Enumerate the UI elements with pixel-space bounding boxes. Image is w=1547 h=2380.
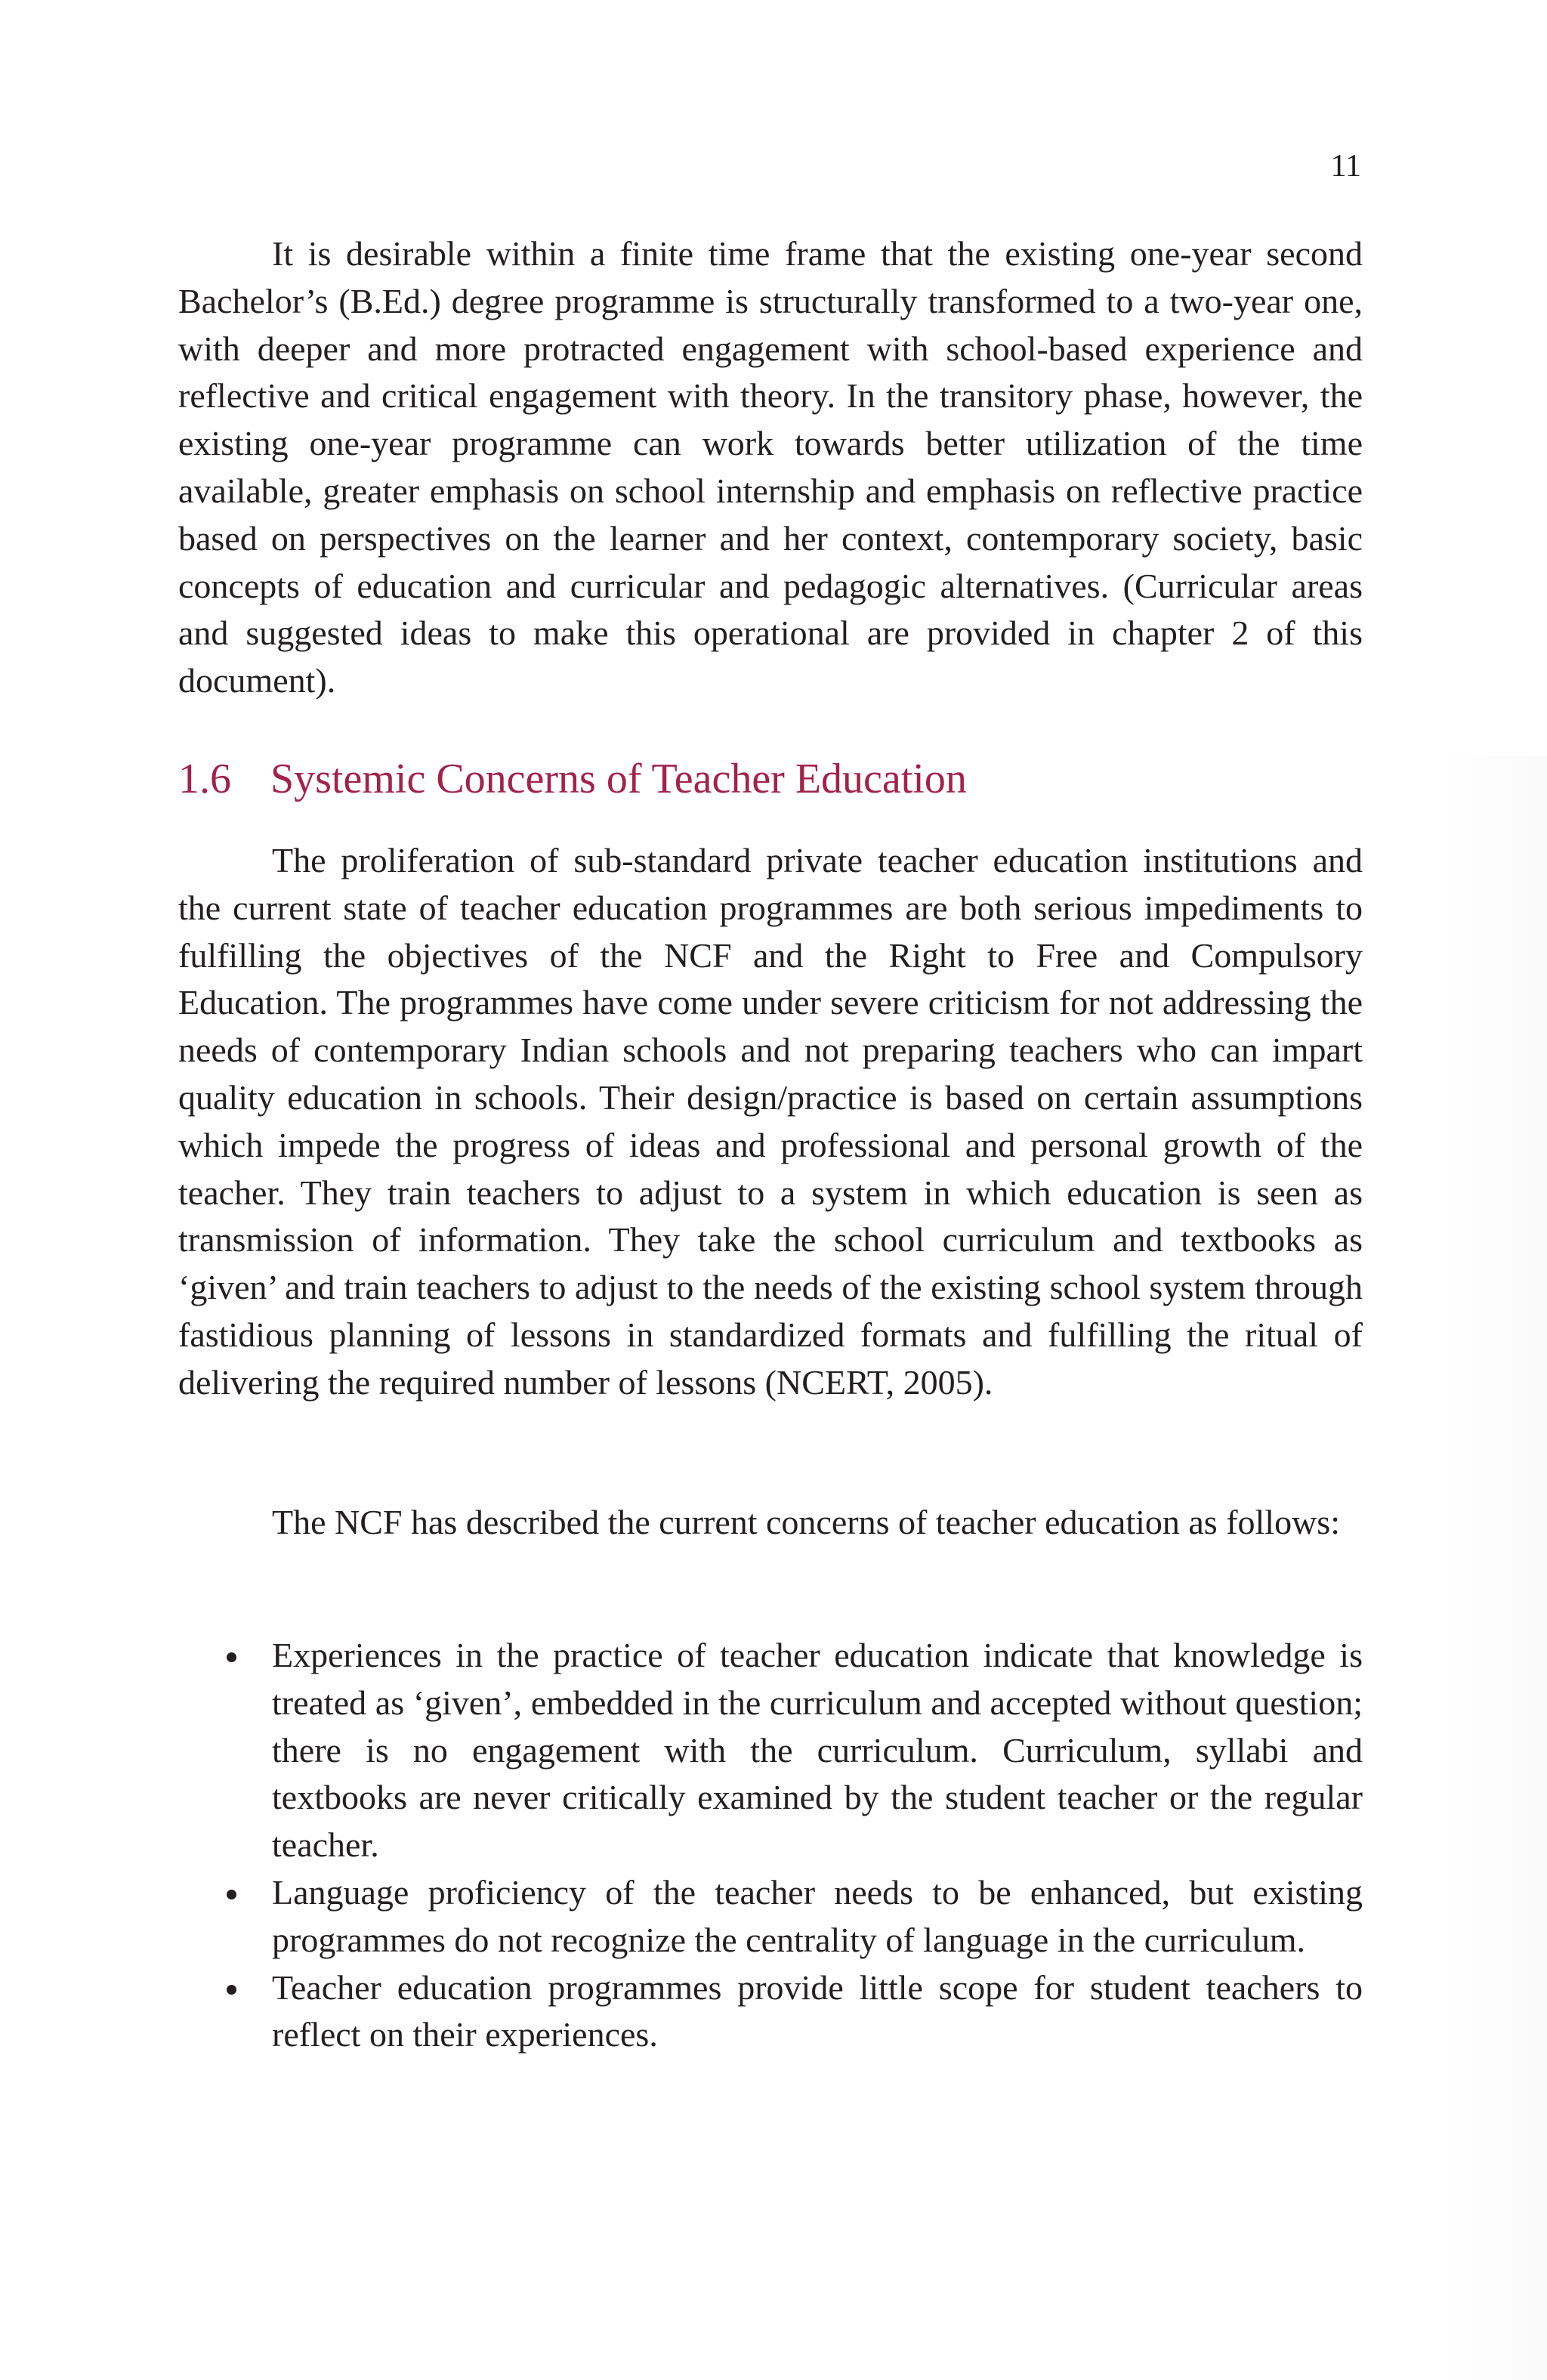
list-item-text: Teacher education programmes provide little scope for student teachers to reflect on their experiences. bbox=[272, 1967, 1363, 2054]
list-item bbox=[178, 1632, 1363, 1869]
bullet-dot-icon bbox=[227, 1985, 236, 1995]
page-number: 11 bbox=[1330, 149, 1361, 184]
list-item-text: Experiences in the practice of teacher education indicate that knowledge is treated as ‘given’, embedded in the curriculum and accepted without question; there is no engagement with the curriculum. Curriculum, syllabi and textbooks are never critically examined by the student teacher or the regular teacher. bbox=[272, 1636, 1363, 1865]
page-edge-shade bbox=[1441, 756, 1547, 2380]
intro-paragraph: It is desirable within a finite time frame that the existing one-year second Bachelor’s (B.Ed.) degree programme is structurally transformed to a two-year one, with deeper and more protracted engagement with school-based experience and reflective and critical engagement with theory. In the transitory phase, however, the existing one-year programme can work towards better utilization of the time available, greater emphasis on school internship and emphasis on reflective practice based on perspectives on the learner and her context, contemporary society, basic concepts of education and curricular and pedagogic alternatives. (Curricular areas and suggested ideas to make this operational are provided in chapter 2 of this document). bbox=[178, 234, 1363, 700]
section-number: 1.6 bbox=[178, 756, 231, 802]
bullet-dot-icon bbox=[227, 1890, 236, 1899]
ncf-intro-paragraph: The NCF has described the current concerns of teacher education as follows: bbox=[272, 1503, 1340, 1541]
section-heading bbox=[178, 753, 967, 805]
bullet-dot-icon bbox=[227, 1652, 236, 1662]
list-item bbox=[178, 1964, 1363, 2060]
section-title: Systemic Concerns of Teacher Education bbox=[270, 756, 967, 802]
list-item bbox=[178, 1869, 1363, 1964]
proliferation-paragraph: The proliferation of sub-standard private teacher education institutions and the current state of teacher education programmes are both serious impediments to fulfilling the objectives of the NCF and the Right to Free and Compulsory Education. The programmes have come under severe criticism for not addressing the needs of contemporary Indian schools and not preparing teachers who can impart quality education in schools. Their design/practice is based on certain assumptions which impede the progress of ideas and professional and personal growth of the teacher. They train teachers to adjust to a system in which education is seen as transmission of information. They take the school curriculum and textbooks as ‘given’ and train teachers to adjust to the needs of the existing school system through fastidious planning of lessons in standardized formats and fulfilling the ritual of delivering the required number of lessons (NCERT, 2005). bbox=[178, 841, 1363, 1402]
concerns-list bbox=[178, 1632, 1363, 2059]
list-item-text: Language proficiency of the teacher needs to be enhanced, but existing programmes do not recognize the centrality of language in the curriculum. bbox=[272, 1872, 1363, 1959]
